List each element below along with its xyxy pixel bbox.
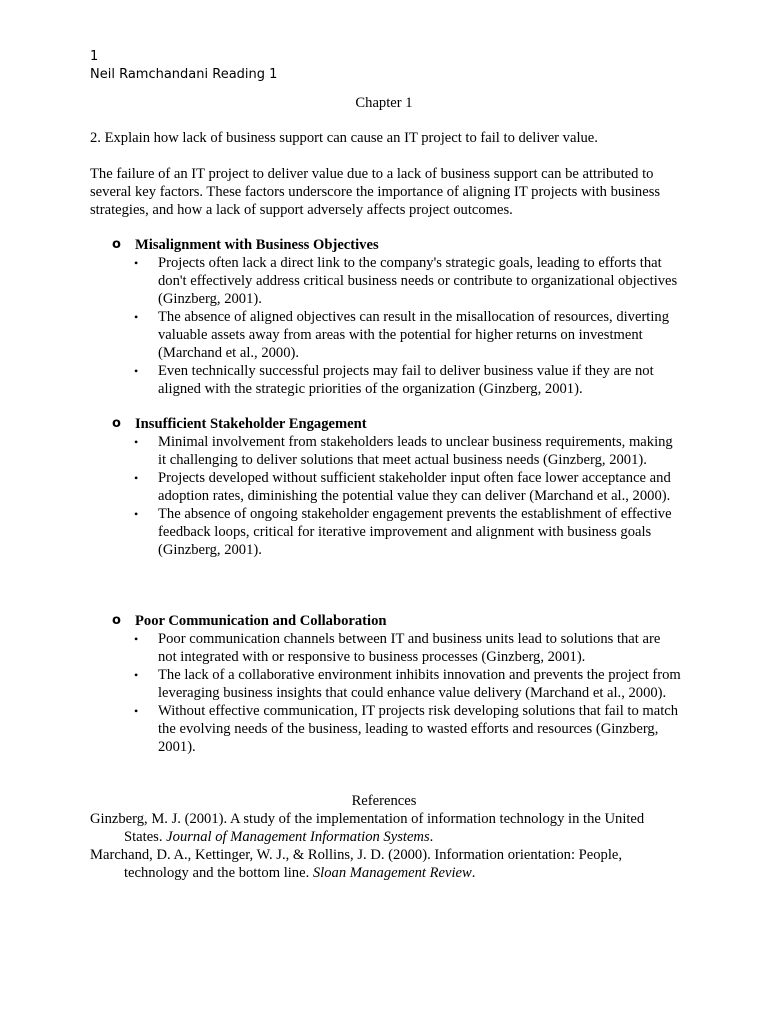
question-paragraph: 2. Explain how lack of business support can cause an IT project to fail to deliver value. [90, 130, 598, 146]
section-heading-text: Poor Communication and Collaboration [135, 613, 387, 629]
section-heading [112, 236, 682, 254]
list-item-text: Minimal involvement from stakeholders leads to unclear business requirements, making it challenging to deliver solutions that meet actual business needs (Ginzberg, 2001). [158, 434, 673, 468]
bullet-icon: • [134, 435, 139, 449]
bullet-list [112, 254, 682, 398]
circle-bullet-icon: o [112, 613, 121, 628]
reference-source: Journal of Management Information Systems [166, 829, 430, 845]
list-item-text: The absence of ongoing stakeholder engagement prevents the establishment of effective feedback loops, critical for iterative improvement and alignment with business goals (Ginzberg, 2001). [158, 506, 672, 558]
bullet-icon: • [134, 256, 139, 270]
intro-paragraph: The failure of an IT project to deliver value due to a lack of business support can be attributed to several key factors. These factors underscore the importance of aligning IT projects with business strategies, and how a lack of support adversely affects project outcomes. [90, 166, 661, 218]
section-heading-text: Misalignment with Business Objectives [135, 237, 379, 253]
circle-bullet-icon: o [112, 237, 121, 252]
circle-bullet-icon: o [112, 416, 121, 431]
page-number: 1 [90, 49, 99, 64]
reference-end: . [471, 865, 476, 881]
bullet-list [112, 630, 682, 756]
section-stakeholder-engagement [112, 415, 682, 559]
bullet-icon: • [134, 668, 139, 682]
list-item [112, 469, 682, 505]
references-title: References [351, 793, 417, 809]
reference-text: Ginzberg, M. J. (2001). A study of the implementation of information technology in the United States. [90, 811, 645, 845]
list-item [112, 702, 682, 756]
list-item [112, 505, 682, 559]
list-item [112, 362, 682, 398]
list-item [112, 308, 682, 362]
references-list [90, 810, 680, 882]
list-item-text: Even technically successful projects may fail to deliver business value if they are not aligned with the strategic priorities of the organization (Ginzberg, 2001). [158, 363, 654, 397]
list-item [112, 630, 682, 666]
list-item-text: Poor communication channels between IT and business units lead to solutions that are not integrated with or responsive to business processes (Ginzberg, 2001). [158, 631, 661, 665]
list-item-text: Projects developed without sufficient stakeholder input often face lower acceptance and adoption rates, diminishing the potential value they can deliver (Marchand et al., 2000). [158, 470, 671, 504]
list-item-text: The absence of aligned objectives can result in the misallocation of resources, diverting valuable assets away from areas with the potential for higher returns on investment (Marchand et al., 2000). [158, 309, 670, 361]
section-heading [112, 612, 682, 630]
section-heading [112, 415, 682, 433]
reference-end: . [429, 829, 434, 845]
list-item-text: The lack of a collaborative environment inhibits innovation and prevents the project from leveraging business insights that could enhance value delivery (Marchand et al., 2000). [158, 667, 681, 701]
chapter-title: Chapter 1 [355, 95, 413, 111]
bullet-icon: • [134, 704, 139, 718]
page-header [90, 48, 277, 84]
section-misalignment [112, 236, 682, 398]
list-item [112, 433, 682, 469]
list-item-text: Without effective communication, IT projects risk developing solutions that fail to match the evolving needs of the business, leading to wasted efforts and resources (Ginzberg, 2001). [158, 703, 679, 755]
bullet-list [112, 433, 682, 559]
list-item [112, 254, 682, 308]
section-communication [112, 612, 682, 756]
bullet-icon: • [134, 507, 139, 521]
list-item-text: Projects often lack a direct link to the company's strategic goals, leading to efforts that don't effectively address critical business needs or contribute to organizational objectives (Ginzberg, 2001). [158, 255, 678, 307]
list-item [112, 666, 682, 702]
reference-entry [90, 846, 680, 882]
bullet-icon: • [134, 632, 139, 646]
section-heading-text: Insufficient Stakeholder Engagement [135, 416, 367, 432]
reference-text: Marchand, D. A., Kettinger, W. J., & Rollins, J. D. (2000). Information orientation: People, technology and the bottom line. [90, 847, 623, 881]
bullet-icon: • [134, 364, 139, 378]
reference-entry [90, 810, 680, 846]
bullet-icon: • [134, 310, 139, 324]
running-title: Neil Ramchandani Reading 1 [90, 67, 278, 82]
reference-source: Sloan Management Review [312, 865, 472, 881]
bullet-icon: • [134, 471, 139, 485]
